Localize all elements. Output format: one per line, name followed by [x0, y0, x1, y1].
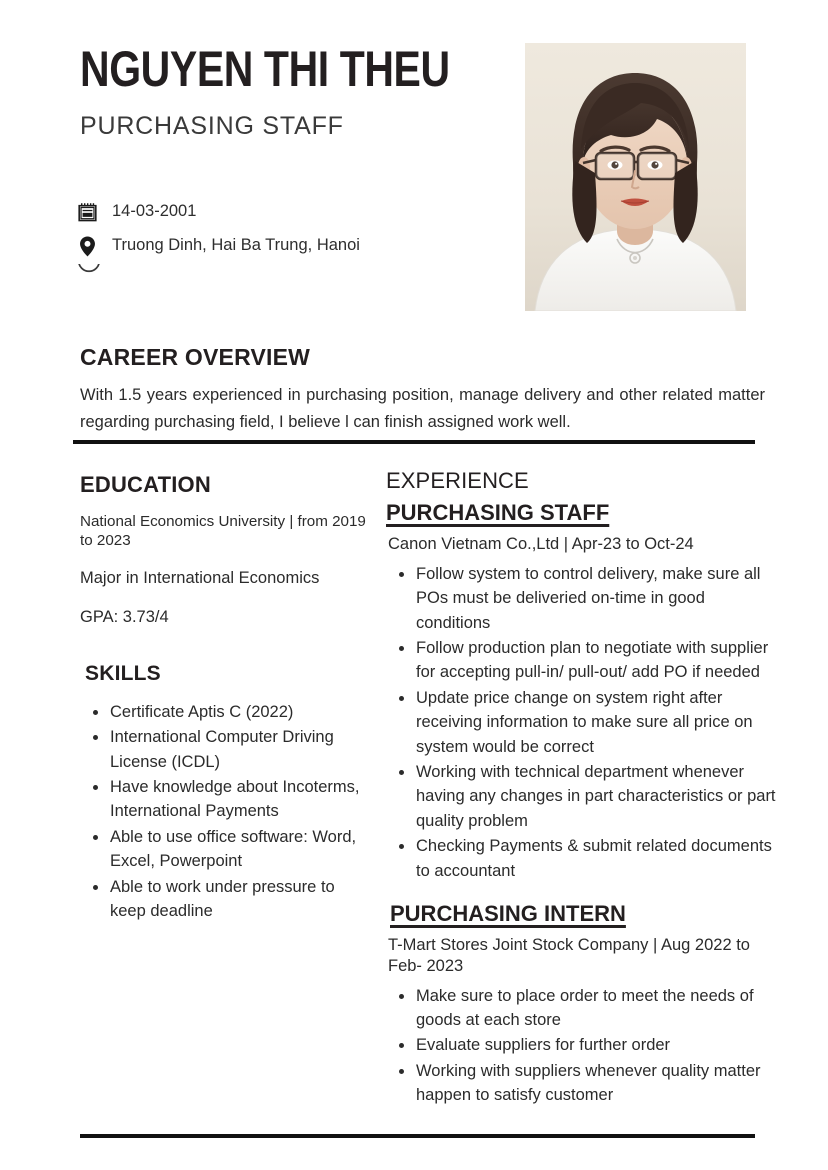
experience-title: EXPERIENCE	[386, 468, 529, 493]
list-item: Working with suppliers whenever quality matter happen to satisfy customer	[386, 1059, 776, 1108]
divider-top	[73, 440, 755, 444]
list-item: Checking Payments & submit related documents to accountant	[386, 834, 776, 883]
education-major: Major in International Economics	[80, 568, 320, 587]
list-item: Evaluate suppliers for further order	[386, 1033, 776, 1057]
candidate-job-title: PURCHASING STAFF	[80, 112, 344, 140]
career-overview-section	[80, 344, 765, 435]
left-column	[80, 472, 370, 924]
contact-item-birthdate	[74, 196, 514, 228]
contact-list	[74, 196, 514, 312]
list-item: Make sure to place order to meet the needs of goods at each store	[386, 984, 776, 1033]
job-company: Canon Vietnam Co.,Ltd | Apr-23 to Oct-24	[388, 535, 694, 553]
list-item: Able to use office software: Word, Excel, Powerpoint	[80, 825, 370, 874]
divider-bottom	[80, 1134, 755, 1138]
resume-header	[80, 41, 510, 141]
job-role: PURCHASING STAFF	[386, 500, 610, 525]
contact-item-address	[74, 230, 514, 262]
list-item: Able to work under pressure to keep deadline	[80, 875, 370, 924]
list-item: Update price change on system right after receiving information to make sure all price on system would be correct	[386, 686, 776, 759]
education-title: EDUCATION	[80, 472, 211, 497]
list-item: Follow system to control delivery, make sure all POs must be deliveried on-time in good conditions	[386, 562, 776, 635]
clipped-contact-icon	[76, 264, 102, 274]
skills-section	[80, 662, 370, 924]
career-overview-title: CAREER OVERVIEW	[80, 344, 311, 370]
calendar-icon	[74, 199, 100, 225]
candidate-name: NGUYEN THI THEU	[80, 41, 450, 97]
contact-address-text: Truong Dinh, Hai Ba Trung, Hanoi	[112, 236, 360, 255]
education-gpa: GPA: 3.73/4	[80, 608, 169, 627]
contact-item-clipped	[74, 264, 514, 310]
education-section	[80, 472, 370, 630]
right-column	[386, 468, 776, 1109]
job-role: PURCHASING INTERN	[390, 901, 626, 927]
job-company: T-Mart Stores Joint Stock Company | Aug 2022 to Feb- 2023	[388, 936, 750, 975]
location-pin-icon	[74, 233, 100, 259]
list-item: Certificate Aptis C (2022)	[80, 700, 370, 724]
job-bullets	[386, 984, 776, 1108]
contact-birthdate-text: 14-03-2001	[112, 202, 197, 221]
career-overview-body: With 1.5 years experienced in purchasing position, manage delivery and other related matter regarding purchasing field, I believe l can finish assigned work well.	[80, 386, 765, 431]
list-item: International Computer Driving License (ICDL)	[80, 725, 370, 774]
list-item: Have knowledge about Incoterms, International Payments	[80, 775, 370, 824]
list-item: Working with technical department whenever having any changes in part characteristics or part quality problem	[386, 760, 776, 833]
list-item: Follow production plan to negotiate with supplier for accepting pull-in/ pull-out/ add PO if needed	[386, 636, 776, 685]
skills-list	[80, 700, 370, 924]
portrait-photo	[525, 43, 746, 311]
experience-job-0	[386, 500, 776, 883]
education-school: National Economics University | from 2019 to 2023	[80, 513, 366, 550]
skills-title: SKILLS	[85, 661, 161, 685]
experience-job-1	[386, 885, 776, 1108]
job-bullets	[386, 562, 776, 883]
